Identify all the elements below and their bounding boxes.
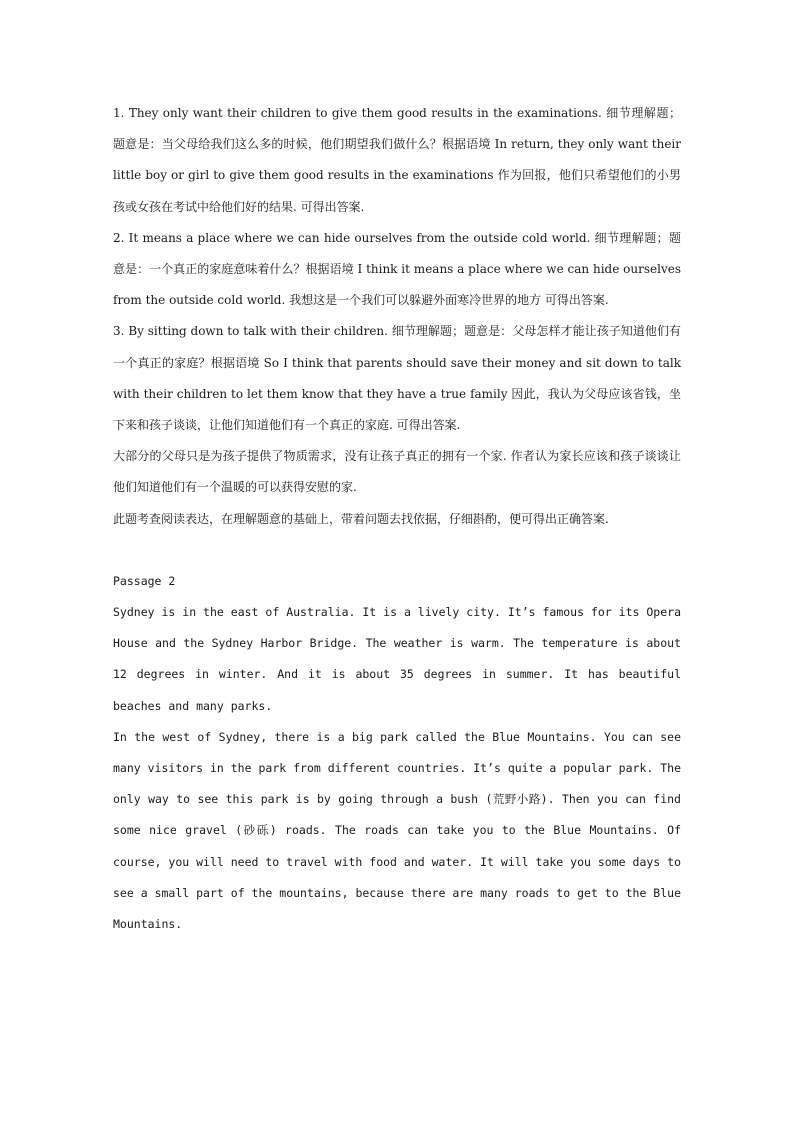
- passage-heading: Passage 2: [113, 573, 176, 588]
- passage-paragraph-1: Sydney is in the east of Australia. It is a lively city. It’s famous for its Opera House and the Sydney Harbor Bridge. The weather is warm. The temperature is about 12 degrees in winter. And it is about 35 degrees in summer. It has beautiful beaches and many parks.: [113, 605, 681, 713]
- passage-paragraph-2: In the west of Sydney, there is a big park called the Blue Mountains. You can see many visitors in the park from different countries. It’s quite a popular park. The only way to see this park is by going through a bush (荒野小路). Then you can find some nice gravel (砂砾) roads. The roads can take you to the Blue Mountains. Of course, you will need to travel with food and water. It will take you some days to see a small part of the mountains, because there are many roads to get to the Blue Mountains.: [113, 729, 681, 932]
- answer-1: 1. They only want their children to give them good results in the examinations. 细节理解题；题意是：当父母给我们这么多的时候，他们期望我们做什么？根据语境 In return, they only want their little boy or girl to give them good results in the examinations 作为回报，他们只希望他们的小男孩或女孩在考试中给他们好的结果. 可得出答案.: [113, 106, 681, 214]
- document-body: [113, 98, 681, 940]
- analysis-paragraph: 此题考查阅读表达，在理解题意的基础上，带着问题去找依据，仔细斟酌，便可得出正确答案.: [113, 511, 609, 526]
- section-gap: [113, 535, 681, 566]
- answer-3: 3. By sitting down to talk with their children. 细节理解题；题意是：父母怎样才能让孩子知道他们有一个真正的家庭？根据语境 So I think that parents should save their money and sit down to talk with their children to let them know that they have a true family 因此，我认为父母应该省钱，坐下来和孩子谈谈，让他们知道他们有一个真正的家庭. 可得出答案.: [113, 324, 681, 433]
- answer-2: 2. It means a place where we can hide ourselves from the outside cold world. 细节理解题；题意是：一个真正的家庭意味着什么？根据语境 I think it means a place where we can hide ourselves from the outside cold world. 我想这是一个我们可以躲避外面寒冷世界的地方 可得出答案.: [113, 230, 681, 308]
- summary-paragraph: 大部分的父母只是为孩子提供了物质需求，没有让孩子真正的拥有一个家. 作者认为家长应该和孩子谈谈让他们知道他们有一个温暖的可以获得安慰的家.: [113, 449, 681, 495]
